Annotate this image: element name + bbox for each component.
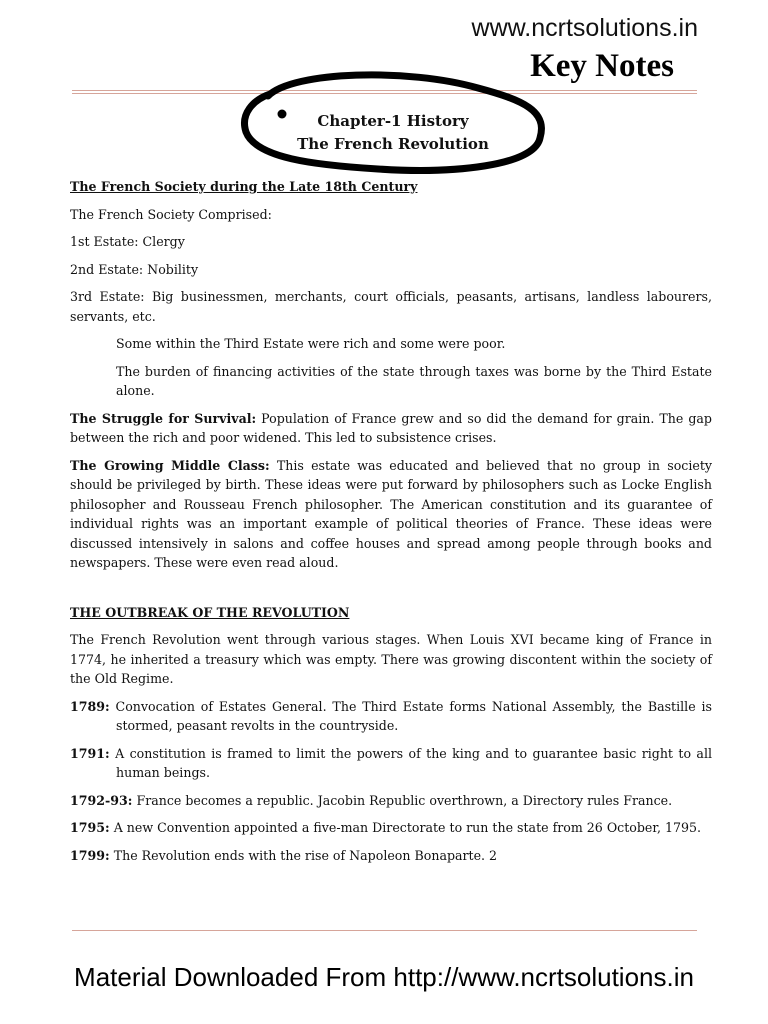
chapter-title-line1: Chapter-1 History — [317, 112, 469, 130]
paragraph: 1st Estate: Clergy — [70, 234, 185, 249]
timeline-text: The Revolution ends with the rise of Napoleon Bonaparte. 2 — [109, 847, 498, 863]
key-notes-title: Key Notes — [530, 48, 674, 84]
paragraph: 3rd Estate: Big businessmen, merchants, court officials, peasants, artisans, landless labourers, servants, etc. — [70, 289, 712, 324]
section-heading-outbreak: THE OUTBREAK OF THE REVOLUTION — [70, 604, 350, 620]
timeline-text: A constitution is framed to limit the powers of the king and to guarantee basic right to all human beings. — [109, 745, 712, 780]
timeline-year: 1791: — [70, 745, 110, 761]
middle-class-label: The Growing Middle Class: — [70, 457, 270, 473]
paragraph-outbreak-intro: The French Revolution went through various stages. When Louis XVI became king of France in 1774, he inherited a treasury which was empty. There was growing discontent within the society of the Old Regime. — [70, 632, 712, 686]
middle-class-text: This estate was educated and believed that no group in society should be privileged by birth. These ideas were put forward by philosophers such as Locke English philosopher and Rousseau French philosopher. The American constitution and its guarantee of individual rights was an important example of political theories of France. These ideas were discussed intensively in salons and coffee houses and spread among people through books and newspapers. These were even read aloud. — [70, 457, 712, 570]
timeline-text: A new Convention appointed a five-man Directorate to run the state from 26 October, 1795. — [109, 820, 702, 835]
timeline-event — [70, 744, 712, 783]
struggle-survival-label: The Struggle for Survival: — [70, 410, 257, 426]
timeline-year: 1789: — [70, 698, 110, 714]
timeline-event — [70, 697, 712, 736]
indented-paragraph: Some within the Third Estate were rich and some were poor. — [116, 336, 506, 351]
paragraph-struggle-survival — [70, 409, 712, 448]
timeline-event — [70, 791, 712, 811]
notes-content — [70, 177, 712, 873]
timeline-event — [70, 846, 712, 866]
section-heading-society: The French Society during the Late 18th Century — [70, 179, 418, 194]
timeline-event — [70, 818, 712, 838]
timeline-text: France becomes a republic. Jacobin Republic overthrown, a Directory rules France. — [132, 792, 673, 808]
chapter-title-box — [238, 66, 548, 176]
struggle-survival-text: Population of France grew and so did the demand for grain. The gap between the rich and poor widened. This led to subsistence crises. — [70, 410, 712, 445]
paragraph: 2nd Estate: Nobility — [70, 261, 199, 277]
footer-download-note: Material Downloaded From http://www.ncrtsolutions.in — [74, 962, 694, 992]
section-spacer — [70, 581, 712, 603]
footer-divider — [72, 930, 697, 931]
timeline-text: Convocation of Estates General. The Third Estate forms National Assembly, the Bastille is stormed, peasant revolts in the countryside. — [109, 698, 712, 733]
indented-paragraph: The burden of financing activities of the state through taxes was borne by the Third Estate alone. — [116, 363, 712, 398]
timeline-year: 1792-93: — [70, 792, 133, 808]
header-site-url: www.ncrtsolutions.in — [471, 14, 698, 42]
timeline-year: 1795: — [70, 820, 110, 835]
timeline-year: 1799: — [70, 847, 110, 863]
paragraph-middle-class — [70, 456, 712, 573]
paragraph: The French Society Comprised: — [70, 206, 272, 222]
chapter-title-line2: The French Revolution — [297, 135, 489, 153]
